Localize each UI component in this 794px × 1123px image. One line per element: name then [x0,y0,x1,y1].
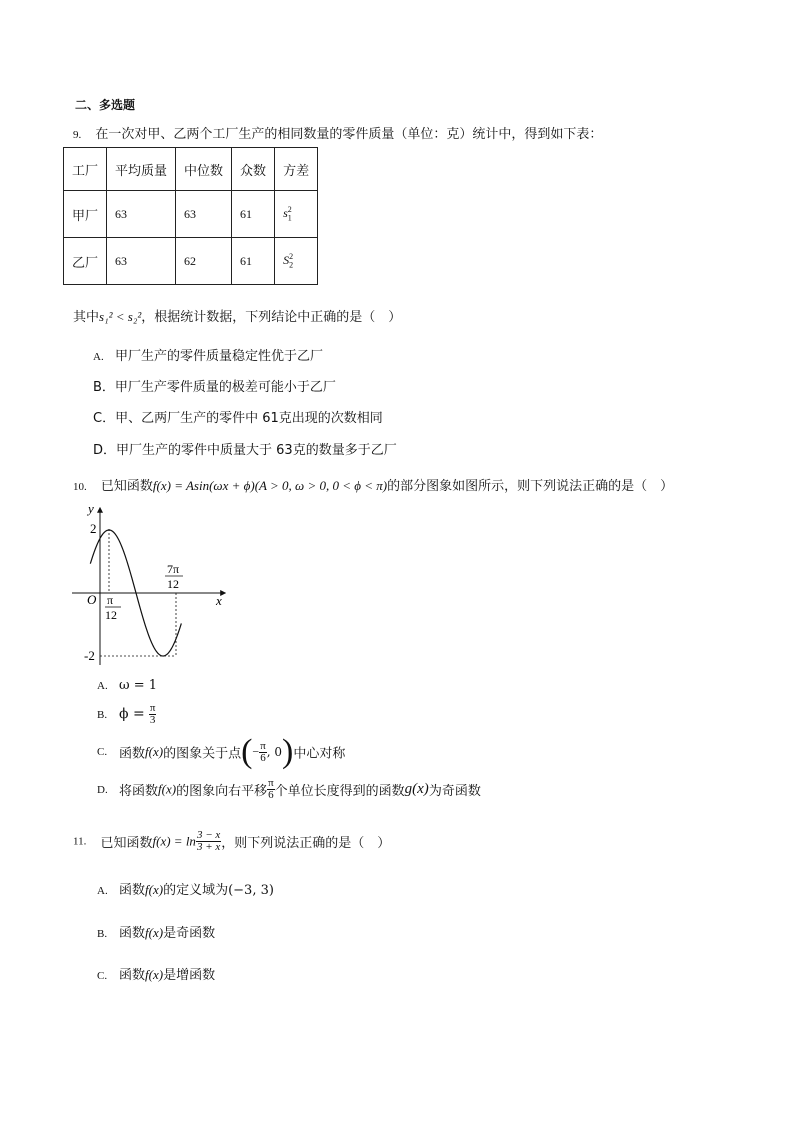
fraction [149,703,157,726]
denominator: 3 + x [196,841,221,853]
table-header-cell: 工厂 [64,148,107,191]
q11-stem-prefix: 已知函数 [100,836,153,851]
q11-option-b[interactable] [97,922,215,941]
option-suffix: 是奇函数 [163,926,216,941]
option-prefix: 函数 [119,746,146,762]
denominator: 3 [149,714,156,726]
option-text: 甲厂生产的零件中质量大于 63克的数量多于乙厂 [116,443,397,458]
tick-numerator: 7π [167,562,180,576]
q10-option-d[interactable] [97,778,481,801]
table-header-cell: 中位数 [176,148,232,191]
option-prefix: 函数 [119,883,146,898]
q9-option-a[interactable] [93,345,323,364]
q11-stem-line [73,830,390,853]
table-header-cell: 众数 [232,148,275,191]
variance-sup: 2 [287,205,292,215]
left-paren: ( [241,733,253,770]
option-label: B． [93,380,115,395]
option-label: C. [97,970,108,982]
fraction [259,741,267,764]
option-math: f(x) [145,744,164,759]
q9-number: 9. [73,129,82,141]
tick-denominator: 12 [105,608,117,622]
table-cell-variance [275,238,318,285]
denominator: 6 [260,751,266,764]
y-axis-label: y [88,501,94,516]
denominator: 6 [268,789,274,801]
q10-stem-math: f(x) = Asin(ωx + ϕ)(A > 0, ω > 0, 0 < ϕ < π) [152,478,388,493]
fraction [267,778,275,801]
option-prefix: 函数 [119,926,146,941]
variance-sub: 1 [287,213,292,223]
option-label: D． [93,443,117,458]
option-mid: 的图象向右平移 [176,784,268,799]
numerator: π [149,702,156,714]
option-prefix: 将函数 [119,784,159,799]
option-suffix: 中心对称 [293,746,346,762]
option-label: A. [97,680,108,692]
option-math2: (−3, 3) [228,883,274,898]
table-header-cell: 平均质量 [107,148,176,191]
x-axis-label: x [216,593,222,608]
right-paren: ) [282,733,294,770]
option-label: C. [97,746,108,758]
origin-label: O [87,592,97,607]
option-text: 甲厂生产的零件质量稳定性优于乙厂 [115,349,324,364]
variance-symbol: s [283,206,288,221]
option-label: C． [93,411,116,426]
q10-number: 10. [73,481,87,493]
section-title: 二、多选题 [75,98,136,112]
variance-sup: 2 [289,252,294,262]
option-label: B. [97,928,108,940]
table-cell-mode: 61 [232,238,275,285]
option-suffix: 的定义域为 [163,883,229,898]
option-label: A. [97,885,108,897]
q10-stem-prefix: 已知函数 [100,479,153,494]
q11-stem-math: f(x) = ln [152,833,196,849]
option-math2: g(x) [404,781,429,797]
y-min-label: -2 [84,648,95,663]
q9-condition-suffix: ，根据统计数据，下列结论中正确的是（ ） [141,310,402,325]
q10-option-b[interactable] [97,703,156,726]
q9-stem: 在一次对甲、乙两个工厂生产的相同数量的零件质量（单位：克）统计中，得到如下表： [95,127,603,142]
y-max-label: 2 [90,521,97,536]
option-text: 甲厂生产零件质量的极差可能小于乙厂 [114,380,336,395]
point-rest: , 0 [266,745,283,759]
table-cell-factory: 乙厂 [64,238,107,285]
table-cell-median: 62 [176,238,232,285]
option-label: D. [97,783,108,796]
q10-option-a[interactable] [97,678,157,693]
table-cell-mode: 61 [232,191,275,238]
variance-sub: 2 [289,260,294,270]
option-text: 甲、乙两厂生产的零件中 61克出现的次数相同 [115,411,383,426]
option-mid: 的图象关于点 [163,746,242,762]
fraction [196,830,221,853]
table-cell-factory: 甲厂 [64,191,107,238]
q11-option-c[interactable] [97,964,215,983]
q11-number: 11. [73,835,87,848]
q10-stem-suffix: 的部分图象如图所示，则下列说法正确的是（ ） [387,479,674,494]
table-header-cell: 方差 [275,148,318,191]
option-math: f(x) [145,967,164,982]
option-mid2: 个单位长度得到的函数 [274,784,405,799]
option-math: f(x) [145,882,164,897]
numerator: 3 − x [196,829,221,841]
option-prefix: 函数 [119,968,146,983]
tick-denominator: 12 [167,577,179,591]
q9-condition-line [73,306,401,325]
table-cell-variance [275,191,318,238]
q9-stats-table [63,147,318,285]
q11-option-a[interactable] [97,879,274,898]
option-suffix: 为奇函数 [428,784,481,799]
minus-sign: − [252,744,260,759]
q9-option-b[interactable] [93,376,336,395]
option-math: ω = 1 [119,678,158,693]
table-header-row [64,148,318,191]
table-row [64,238,318,285]
q9-condition-prefix: 其中 [73,310,100,325]
option-math: ϕ = [119,706,145,722]
option-math: f(x) [158,781,177,797]
q11-stem-suffix: ，则下列说法正确的是（ ） [221,836,391,851]
table-cell-mean: 63 [107,238,176,285]
option-suffix: 是增函数 [163,968,216,983]
table-cell-median: 63 [176,191,232,238]
q10-function-graph [70,500,240,670]
numerator: π [260,739,266,752]
q9-stem-line [73,123,602,142]
numerator: π [268,777,274,789]
option-label: B. [97,709,108,721]
q9-option-d[interactable] [93,439,397,458]
option-math: f(x) [145,925,164,940]
q9-condition-math: s₁² < s₂² [99,309,142,324]
table-row [64,191,318,238]
q10-stem-line [73,475,673,494]
q10-option-c[interactable] [97,733,345,771]
variance-symbol: S [283,253,290,268]
table-cell-mean: 63 [107,191,176,238]
q9-option-c[interactable] [93,407,383,426]
option-label: A. [93,351,104,363]
tick-numerator: π [107,593,114,607]
